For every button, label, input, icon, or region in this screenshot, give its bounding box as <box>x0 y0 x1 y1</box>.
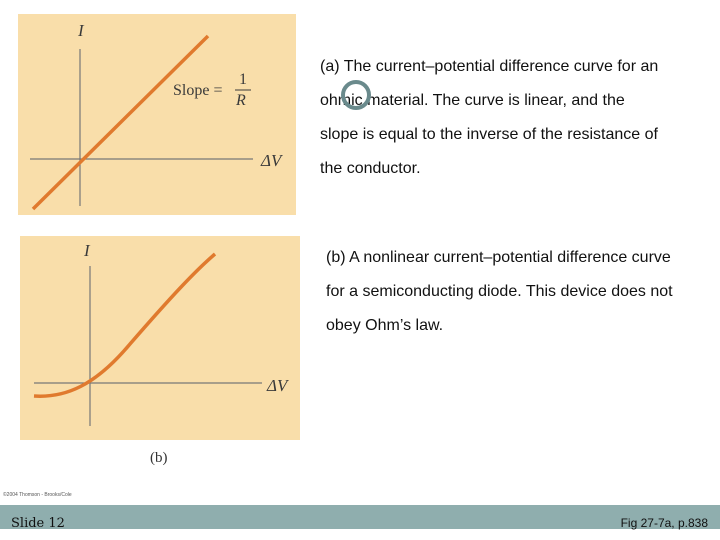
slope-numerator: 1 <box>239 71 247 88</box>
diode-graph <box>20 236 300 440</box>
slide-number: Slide 12 <box>11 516 65 531</box>
slope-denominator: R <box>236 92 246 109</box>
footer-strip <box>0 505 720 529</box>
description-ohmic: (a) The current–potential difference curve for an ohmic material. The curve is linear, and the slope is equal to the inverse of the resistance of the conductor. <box>320 58 659 177</box>
nonlinear-curve <box>34 254 215 396</box>
graph-b-caption: (b) <box>150 450 168 466</box>
figure-reference: Fig 27-7a, p.838 <box>620 516 708 530</box>
figure-panel <box>0 0 314 505</box>
linear-curve <box>33 36 208 209</box>
ohmic-graph-svg <box>18 14 296 215</box>
description-diode: (b) A nonlinear current–potential difference curve for a semiconducting diode. This device does not obey Ohm’s law. <box>326 249 673 334</box>
footer <box>0 505 720 540</box>
ohmic-graph <box>18 14 296 215</box>
copyright-text: ©2004 Thomson - Brooks/Cole <box>3 492 72 498</box>
slope-label: Slope = <box>173 82 223 99</box>
x-axis-label: ΔV <box>267 376 288 395</box>
y-axis-label: I <box>84 241 90 260</box>
highlight-ring-icon <box>341 80 371 110</box>
diode-graph-svg <box>20 236 300 440</box>
y-axis-label: I <box>78 21 84 40</box>
x-axis-label: ΔV <box>261 151 282 170</box>
